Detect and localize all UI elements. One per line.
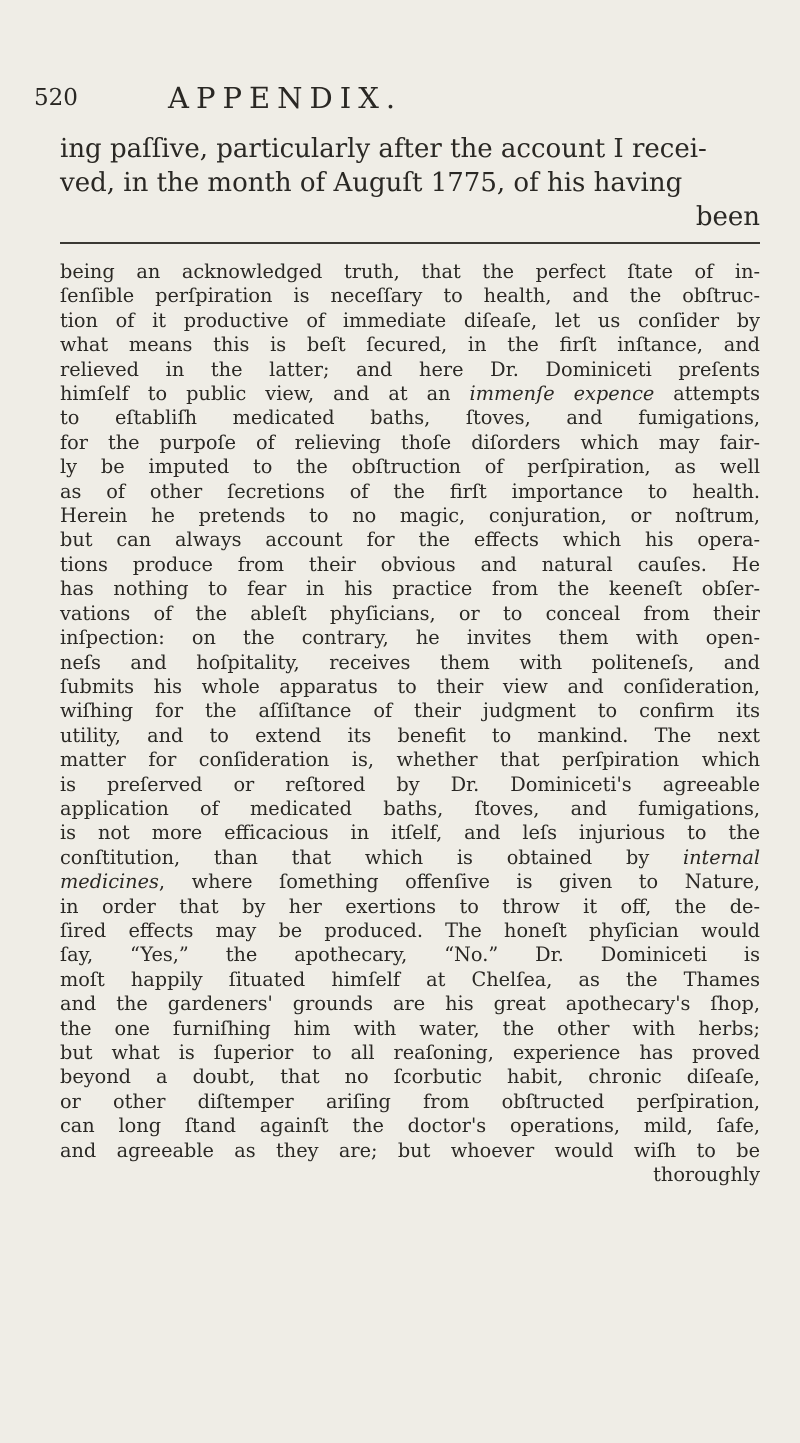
text-line: inſpection: on the contrary, he invites them with open- — [60, 626, 760, 650]
text-line — [60, 382, 760, 406]
text-line: for the purpoſe of relieving thoſe diſorders which may fair- — [60, 430, 760, 454]
text-line: moſt happily ſituated himſelf at Chelſea, as the Thames — [60, 967, 760, 991]
text-line: beyond a doubt, that no ſcorbutic habit, chronic diſeaſe, — [60, 1065, 760, 1089]
text-line: neſs and hoſpitality, receives them with politeneſs, and — [60, 650, 760, 674]
italic-phrase: immenſe expence — [469, 382, 655, 406]
italic-phrase: medicines — [60, 870, 159, 894]
running-title: APPENDIX. — [168, 81, 403, 115]
text-segment: attempts — [654, 382, 760, 406]
text-line: ved, in the month of Auguſt 1775, of his having — [60, 168, 683, 198]
text-line: the one furniſhing him with water, the other with herbs; — [60, 1016, 760, 1040]
text-line: and agreeable as they are; but whoever would wiſh to be — [60, 1138, 760, 1162]
text-line: matter for conſideration is, whether that perſpiration which — [60, 748, 760, 772]
text-line: and the gardeners' grounds are his great apothecary's ſhop, — [60, 992, 760, 1016]
text-line: ſubmits his whole apparatus to their view and conſideration, — [60, 674, 760, 698]
text-segment: , where ſomething offenſive is given to Nature, — [158, 870, 760, 894]
text-line: tion of it productive of immediate diſeaſe, let us conſider by — [60, 308, 760, 332]
text-line: application of medicated baths, ſtoves, and fumigations, — [60, 796, 760, 820]
text-line: but what is ſuperior to all reaſoning, experience has proved — [60, 1041, 760, 1064]
text-line: ſired effects may be produced. The honeſt phyſician would — [60, 918, 760, 942]
catchword: thoroughly — [653, 1163, 760, 1187]
text-line: has nothing to fear in his practice from the keeneſt obſer- — [60, 577, 760, 601]
text-line: is not more efficacious in itſelf, and leſs injurious to the — [60, 821, 760, 845]
text-line: is preſerved or reſtored by Dr. Dominiceti's agreeable — [60, 772, 760, 796]
text-segment: conſtitution, than that which is obtained by — [60, 845, 683, 869]
text-line: utility, and to extend its benefit to mankind. The next — [60, 723, 760, 747]
text-line: wiſhing for the aſſiſtance of their judgment to confirm its — [60, 699, 760, 723]
catchword: been — [695, 202, 760, 232]
text-line: in order that by her exertions to throw it off, the de- — [60, 894, 760, 918]
text-line: Herein he pretends to no magic, conjuration, or noſtrum, — [60, 504, 760, 528]
text-line — [60, 846, 760, 870]
text-line — [60, 870, 760, 894]
top-paragraph — [60, 132, 760, 234]
text-line: can long ſtand againſt the doctor's operations, mild, ſafe, — [60, 1114, 760, 1138]
text-line: to eſtabliſh medicated baths, ſtoves, and fumigations, — [60, 406, 760, 430]
text-line: tions produce from their obvious and natural cauſes. He — [60, 552, 760, 576]
text-line: relieved in the latter; and here Dr. Dominiceti preſents — [60, 357, 760, 381]
italic-phrase: internal — [682, 845, 760, 869]
text-line: ing paſſive, particularly after the account I recei- — [60, 134, 707, 164]
text-line: ſenſible perſpiration is neceſſary to health, and the obſtruc- — [60, 284, 760, 308]
text-line: what means this is beſt ſecured, in the firſt inſtance, and — [60, 333, 760, 357]
text-line: as of other ſecretions of the firſt importance to health. — [60, 479, 760, 503]
footnote-paragraph — [60, 260, 760, 1187]
page-number: 520 — [34, 85, 78, 111]
text-line: ſay, “Yes,” the apothecary, “No.” Dr. Dominiceti is — [60, 943, 760, 967]
text-line: but can always account for the effects which his opera- — [60, 528, 760, 552]
text-line: or other diſtemper ariſing from obſtructed perſpiration, — [60, 1089, 760, 1113]
divider-rule — [60, 242, 760, 244]
text-line: being an acknowledged truth, that the perfect ſtate of in- — [60, 260, 760, 283]
text-line: vations of the ableſt phyſicians, or to conceal from their — [60, 601, 760, 625]
text-segment: himſelf to public view, and at an — [60, 382, 470, 406]
text-line: ly be imputed to the obſtruction of perſpiration, as well — [60, 455, 760, 479]
